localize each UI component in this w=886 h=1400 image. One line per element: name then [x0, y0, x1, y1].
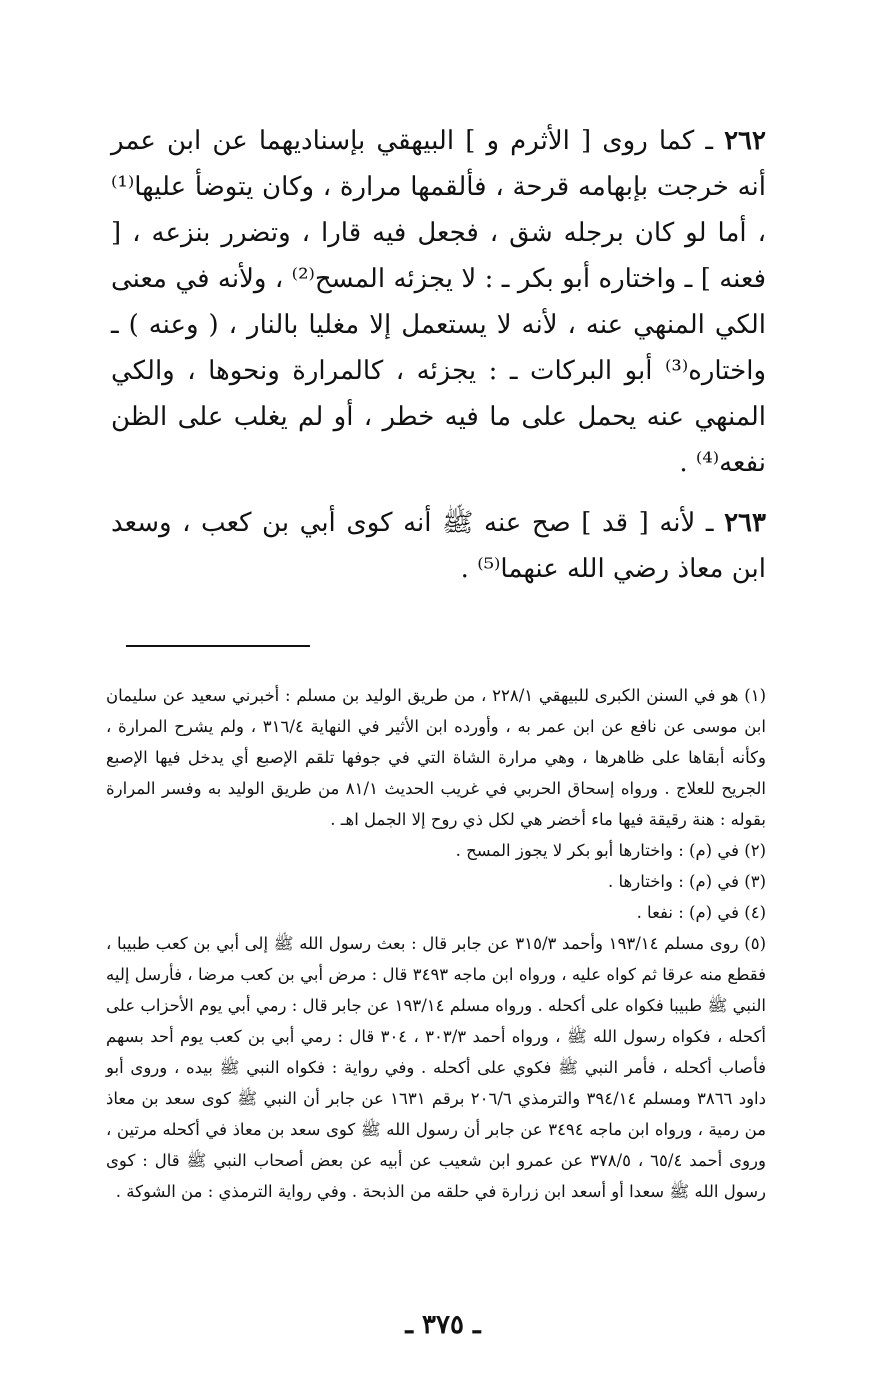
paragraph-text: لأنه [ قد ] صح عنه ﷺ أنه كوى أبي بن كعب ، وسعد ابن معاذ رضي الله عنهما⁽⁵⁾ . — [111, 508, 766, 584]
footnote-5: (٥) روى مسلم ١٩٣/١٤ وأحمد ٣١٥/٣ عن جابر قال : بعث رسول الله ﷺ إلى أبي بن كعب طبيبا ، فقطع منه عرقا ثم كواه عليه ، ورواه ابن ماجه ٣٤٩٣ قال : مرض أبي بن كعب مرضا ، فأرسل إليه النبي ﷺ طبيبا فكواه على أكحله . ورواه مسلم ١٩٣/١٤ عن جابر قال : رمي أبي يوم الأحزاب على أكحله ، فكواه رسول الله ﷺ ، ورواه أحمد ٣٠٣/٣ ، ٣٠٤ قال : رمي أبي بن كعب يوم أحد بسهم فأصاب أكحله ، فأمر النبي ﷺ فكوي على أكحله . وفي رواية : فكواه النبي ﷺ بيده ، وروى أبو داود ٣٨٦٦ ومسلم ٣٩٤/١٤ والترمذي ٢٠٦/٦ برقم ١٦٣١ عن جابر أن النبي ﷺ كوى سعد بن معاذ من رمية ، ورواه ابن ماجه ٣٤٩٤ عن جابر أن رسول الله ﷺ كوى سعد بن معاذ في أكحله مرتين ، وروى أحمد ٦٥/٤ ، ٣٧٨/٥ عن عمرو ابن شعيب عن أبيه عن بعض أصحاب النبي ﷺ قال : كوى رسول الله ﷺ سعدا أو أسعد ابن زرارة في حلقه من الذبحة . وفي رواية الترمذي : من الشوكة . — [106, 934, 767, 1201]
paragraph-number: ٢٦٢ — [724, 126, 766, 156]
footnotes — [106, 680, 766, 1207]
footnote-3: (٣) في (م) : واختارها . — [608, 872, 766, 891]
main-text — [111, 118, 766, 598]
paragraph-text: كما روى [ الأثرم و ] البيهقي بإسناديهما عن ابن عمر أنه خرجت بإبهامه قرحة ، فألقمها مرارة ، وكان يتوضأ عليها⁽¹⁾ ، أما لو كان برجله شق ، فجعل فيه قارا ، وتضرر بنزعه ، [ فعنه ] ـ واختاره أبو بكر ـ : لا يجزئه المسح⁽²⁾ ، ولأنه في معنى الكي المنهي عنه ، لأنه لا يستعمل إلا مغليا بالنار ، ( وعنه ) ـ واختاره⁽³⁾ أبو البركات ـ : يجزئه ، كالمرارة ونحوها ، والكي المنهي عنه يحمل على ما فيه خطر ، أو لم يغلب على الظن نفعه⁽⁴⁾ . — [111, 126, 766, 478]
paragraph-number: ٢٦٣ — [724, 508, 766, 538]
page-number: ـ ٣٧٥ ـ — [405, 1310, 481, 1340]
paragraph-262: ٢٦٢ ـ كما روى [ الأثرم و ] البيهقي بإسناديهما عن ابن عمر أنه خرجت بإبهامه قرحة ، فألقمها مرارة ، وكان يتوضأ عليها⁽¹⁾ ، أما لو كان برجله شق ، فجعل فيه قارا ، وتضرر بنزعه ، [ فعنه ] ـ واختاره أبو بكر ـ : لا يجزئه المسح⁽²⁾ ، ولأنه في معنى الكي المنهي عنه ، لأنه لا يستعمل إلا مغليا بالنار ، ( وعنه ) ـ واختاره⁽³⁾ أبو البركات ـ : يجزئه ، كالمرارة ونحوها ، والكي المنهي عنه يحمل على ما فيه خطر ، أو لم يغلب على الظن نفعه⁽⁴⁾ . — [111, 126, 766, 478]
paragraph-263: ٢٦٣ ـ لأنه [ قد ] صح عنه ﷺ أنه كوى أبي بن كعب ، وسعد ابن معاذ رضي الله عنهما⁽⁵⁾ . — [111, 508, 766, 584]
footnote-2: (٢) في (م) : واختارها أبو بكر لا يجوز المسح . — [455, 841, 766, 860]
footnote-separator — [126, 645, 310, 647]
footnote-1: (١) هو في السنن الكبرى للبيهقي ٢٢٨/١ ، من طريق الوليد بن مسلم : أخبرني سعيد عن سليمان ابن موسى عن نافع عن ابن عمر به ، وأورده ابن الأثير في النهاية ٣١٦/٤ ، ولم يشرح المرارة ، وكأنه أبقاها على ظاهرها ، وهي مرارة الشاة التي في جوفها تلقم الإصبع أي يدخل فيها الإصبع الجريح للعلاج . ورواه إسحاق الحربي في غريب الحديث ٨١/١ من طريق الوليد به وفسر المرارة بقوله : هنة رقيقة فيها ماء أخضر هي لكل ذي روح إلا الجمل اهـ . — [106, 686, 766, 829]
footnote-4: (٤) في (م) : نفعا . — [636, 903, 766, 922]
